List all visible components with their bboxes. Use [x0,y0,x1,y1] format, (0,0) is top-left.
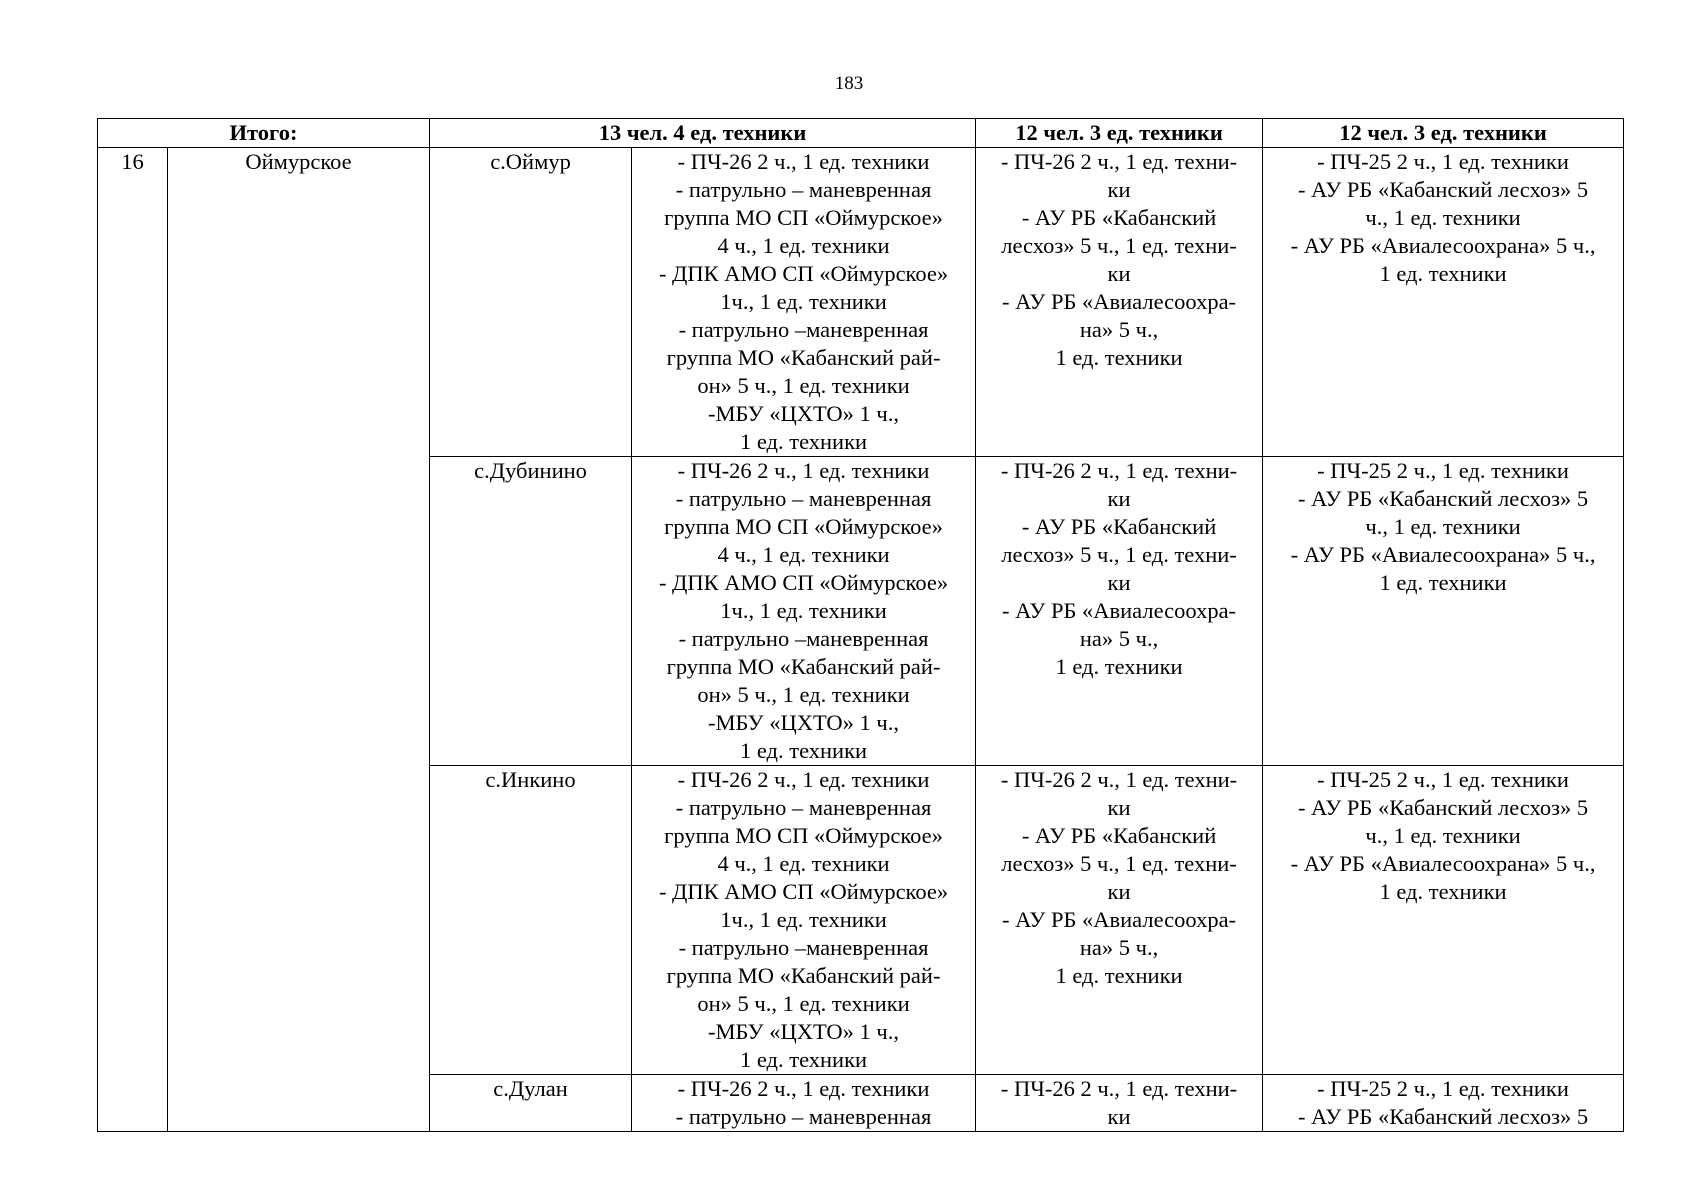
forces-line: 4 ч., 1 ед. техники [717,542,890,567]
page-number: 183 [834,73,864,94]
forces-line: - ПЧ-26 2 ч., 1 ед. техники [677,1076,930,1101]
table-row [98,148,1624,457]
forces-line: ч., 1 ед. техники [1365,205,1521,230]
forces-line: 1 ед. техники [739,738,868,763]
forces-cell-3 [1263,1075,1624,1132]
forces-line: ки [1107,795,1131,820]
forces-line: - АУ РБ «Кабанский [1021,514,1217,539]
forces-line: - ПЧ-26 2 ч., 1 ед. техни- [1000,767,1238,792]
forces-line: 1ч., 1 ед. техники [720,907,887,932]
forces-table [97,118,1624,1132]
forces-cell-2 [976,766,1263,1075]
forces-line: -МБУ «ЦХТО» 1 ч., [708,1019,899,1044]
total-row [98,119,1624,148]
settlement-name: Оймурское [168,148,430,1132]
forces-line: ки [1107,1104,1131,1129]
forces-line: группа МО «Кабанский рай- [666,963,941,988]
forces-line: на» 5 ч., [1079,317,1159,342]
forces-line: - патрульно – маневренная [675,177,932,202]
forces-line: -МБУ «ЦХТО» 1 ч., [708,710,899,735]
forces-line: - ПЧ-26 2 ч., 1 ед. техники [677,149,930,174]
forces-line: - патрульно –маневренная [678,317,929,342]
forces-line: ки [1107,879,1131,904]
forces-line: - ПЧ-25 2 ч., 1 ед. техники [1317,149,1569,174]
forces-line: - АУ РБ «Авиалесоохра- [1002,907,1237,932]
forces-line: он» 5 ч., 1 ед. техники [697,682,910,707]
forces-line: -МБУ «ЦХТО» 1 ч., [708,401,899,426]
forces-cell-1 [632,457,976,766]
forces-line: лесхоз» 5 ч., 1 ед. техни- [1001,233,1237,258]
forces-line: - АУ РБ «Кабанский лесхоз» 5 [1297,1104,1589,1129]
forces-line: 1 ед. техники [1379,879,1507,904]
forces-line: ч., 1 ед. техники [1365,823,1521,848]
forces-line: - АУ РБ «Кабанский [1021,205,1217,230]
forces-cell-2 [976,1075,1263,1132]
forces-cell-1 [632,766,976,1075]
forces-line: - ПЧ-26 2 ч., 1 ед. техни- [1000,1076,1238,1101]
forces-line: группа МО «Кабанский рай- [666,654,941,679]
forces-cell-3 [1263,148,1624,457]
forces-line: - ПЧ-25 2 ч., 1 ед. техники [1317,767,1569,792]
forces-cell-2 [976,148,1263,457]
forces-line: - ПЧ-25 2 ч., 1 ед. техники [1317,458,1569,483]
forces-line: - АУ РБ «Кабанский [1021,823,1217,848]
forces-line: 1 ед. техники [1379,570,1507,595]
forces-line: ки [1107,177,1131,202]
forces-line: на» 5 ч., [1079,626,1159,651]
forces-line: - ДПК АМО СП «Оймурское» [658,879,949,904]
forces-line: 1 ед. техники [739,1047,868,1072]
forces-line: - ПЧ-26 2 ч., 1 ед. техники [677,458,930,483]
entry-number: 16 [98,148,168,1132]
forces-line: он» 5 ч., 1 ед. техники [697,991,910,1016]
total-label: Итого: [98,119,430,148]
forces-line: группа МО «Кабанский рай- [666,345,941,370]
forces-line: - ПЧ-26 2 ч., 1 ед. техники [677,767,930,792]
forces-cell-2 [976,457,1263,766]
forces-line: - ПЧ-25 2 ч., 1 ед. техники [1317,1076,1569,1101]
forces-line: на» 5 ч., [1079,935,1159,960]
forces-line: 1 ед. техники [1055,654,1183,679]
forces-line: - АУ РБ «Кабанский лесхоз» 5 [1297,486,1589,511]
forces-line: - ДПК АМО СП «Оймурское» [658,570,949,595]
forces-line: - патрульно –маневренная [678,935,929,960]
forces-line: группа МО СП «Оймурское» [664,514,943,539]
forces-line: ки [1107,261,1131,286]
total-forces-2: 12 чел. 3 ед. техники [976,119,1263,148]
forces-line: - АУ РБ «Авиалесоохрана» 5 ч., [1290,542,1596,567]
forces-line: - АУ РБ «Авиалесоохра- [1002,289,1237,314]
forces-line: - АУ РБ «Авиалесоохрана» 5 ч., [1290,851,1596,876]
forces-line: ки [1107,570,1131,595]
forces-line: 1ч., 1 ед. техники [720,289,887,314]
forces-line: он» 5 ч., 1 ед. техники [697,373,910,398]
forces-line: 4 ч., 1 ед. техники [717,233,890,258]
forces-line: ч., 1 ед. техники [1365,514,1521,539]
forces-line: - ДПК АМО СП «Оймурское» [658,261,949,286]
forces-line: - патрульно – маневренная [675,1104,932,1129]
forces-line: 4 ч., 1 ед. техники [717,851,890,876]
forces-line: 1 ед. техники [1379,261,1507,286]
forces-line: - АУ РБ «Кабанский лесхоз» 5 [1297,795,1589,820]
forces-line: - ПЧ-26 2 ч., 1 ед. техни- [1000,149,1238,174]
forces-cell-1 [632,148,976,457]
total-forces-3: 12 чел. 3 ед. техники [1263,119,1624,148]
forces-line: - АУ РБ «Авиалесоохра- [1002,598,1237,623]
forces-cell-3 [1263,457,1624,766]
forces-line: - патрульно –маневренная [678,626,929,651]
locality-name: с.Инкино [430,766,632,1075]
locality-name: с.Оймур [430,148,632,457]
forces-line: 1 ед. техники [739,429,868,454]
forces-line: - патрульно – маневренная [675,486,932,511]
forces-line: лесхоз» 5 ч., 1 ед. техни- [1001,542,1237,567]
forces-line: - ПЧ-26 2 ч., 1 ед. техни- [1000,458,1238,483]
forces-cell-3 [1263,766,1624,1075]
forces-line: 1 ед. техники [1055,963,1183,988]
locality-name: с.Дулан [430,1075,632,1132]
forces-cell-1 [632,1075,976,1132]
forces-line: 1ч., 1 ед. техники [720,598,887,623]
forces-line: - АУ РБ «Кабанский лесхоз» 5 [1297,177,1589,202]
forces-line: - АУ РБ «Авиалесоохрана» 5 ч., [1290,233,1596,258]
forces-line: группа МО СП «Оймурское» [664,823,943,848]
forces-line: 1 ед. техники [1055,345,1183,370]
forces-line: - патрульно – маневренная [675,795,932,820]
forces-line: лесхоз» 5 ч., 1 ед. техни- [1001,851,1237,876]
locality-name: с.Дубинино [430,457,632,766]
total-forces-1: 13 чел. 4 ед. техники [430,119,976,148]
forces-line: ки [1107,486,1131,511]
forces-line: группа МО СП «Оймурское» [664,205,943,230]
